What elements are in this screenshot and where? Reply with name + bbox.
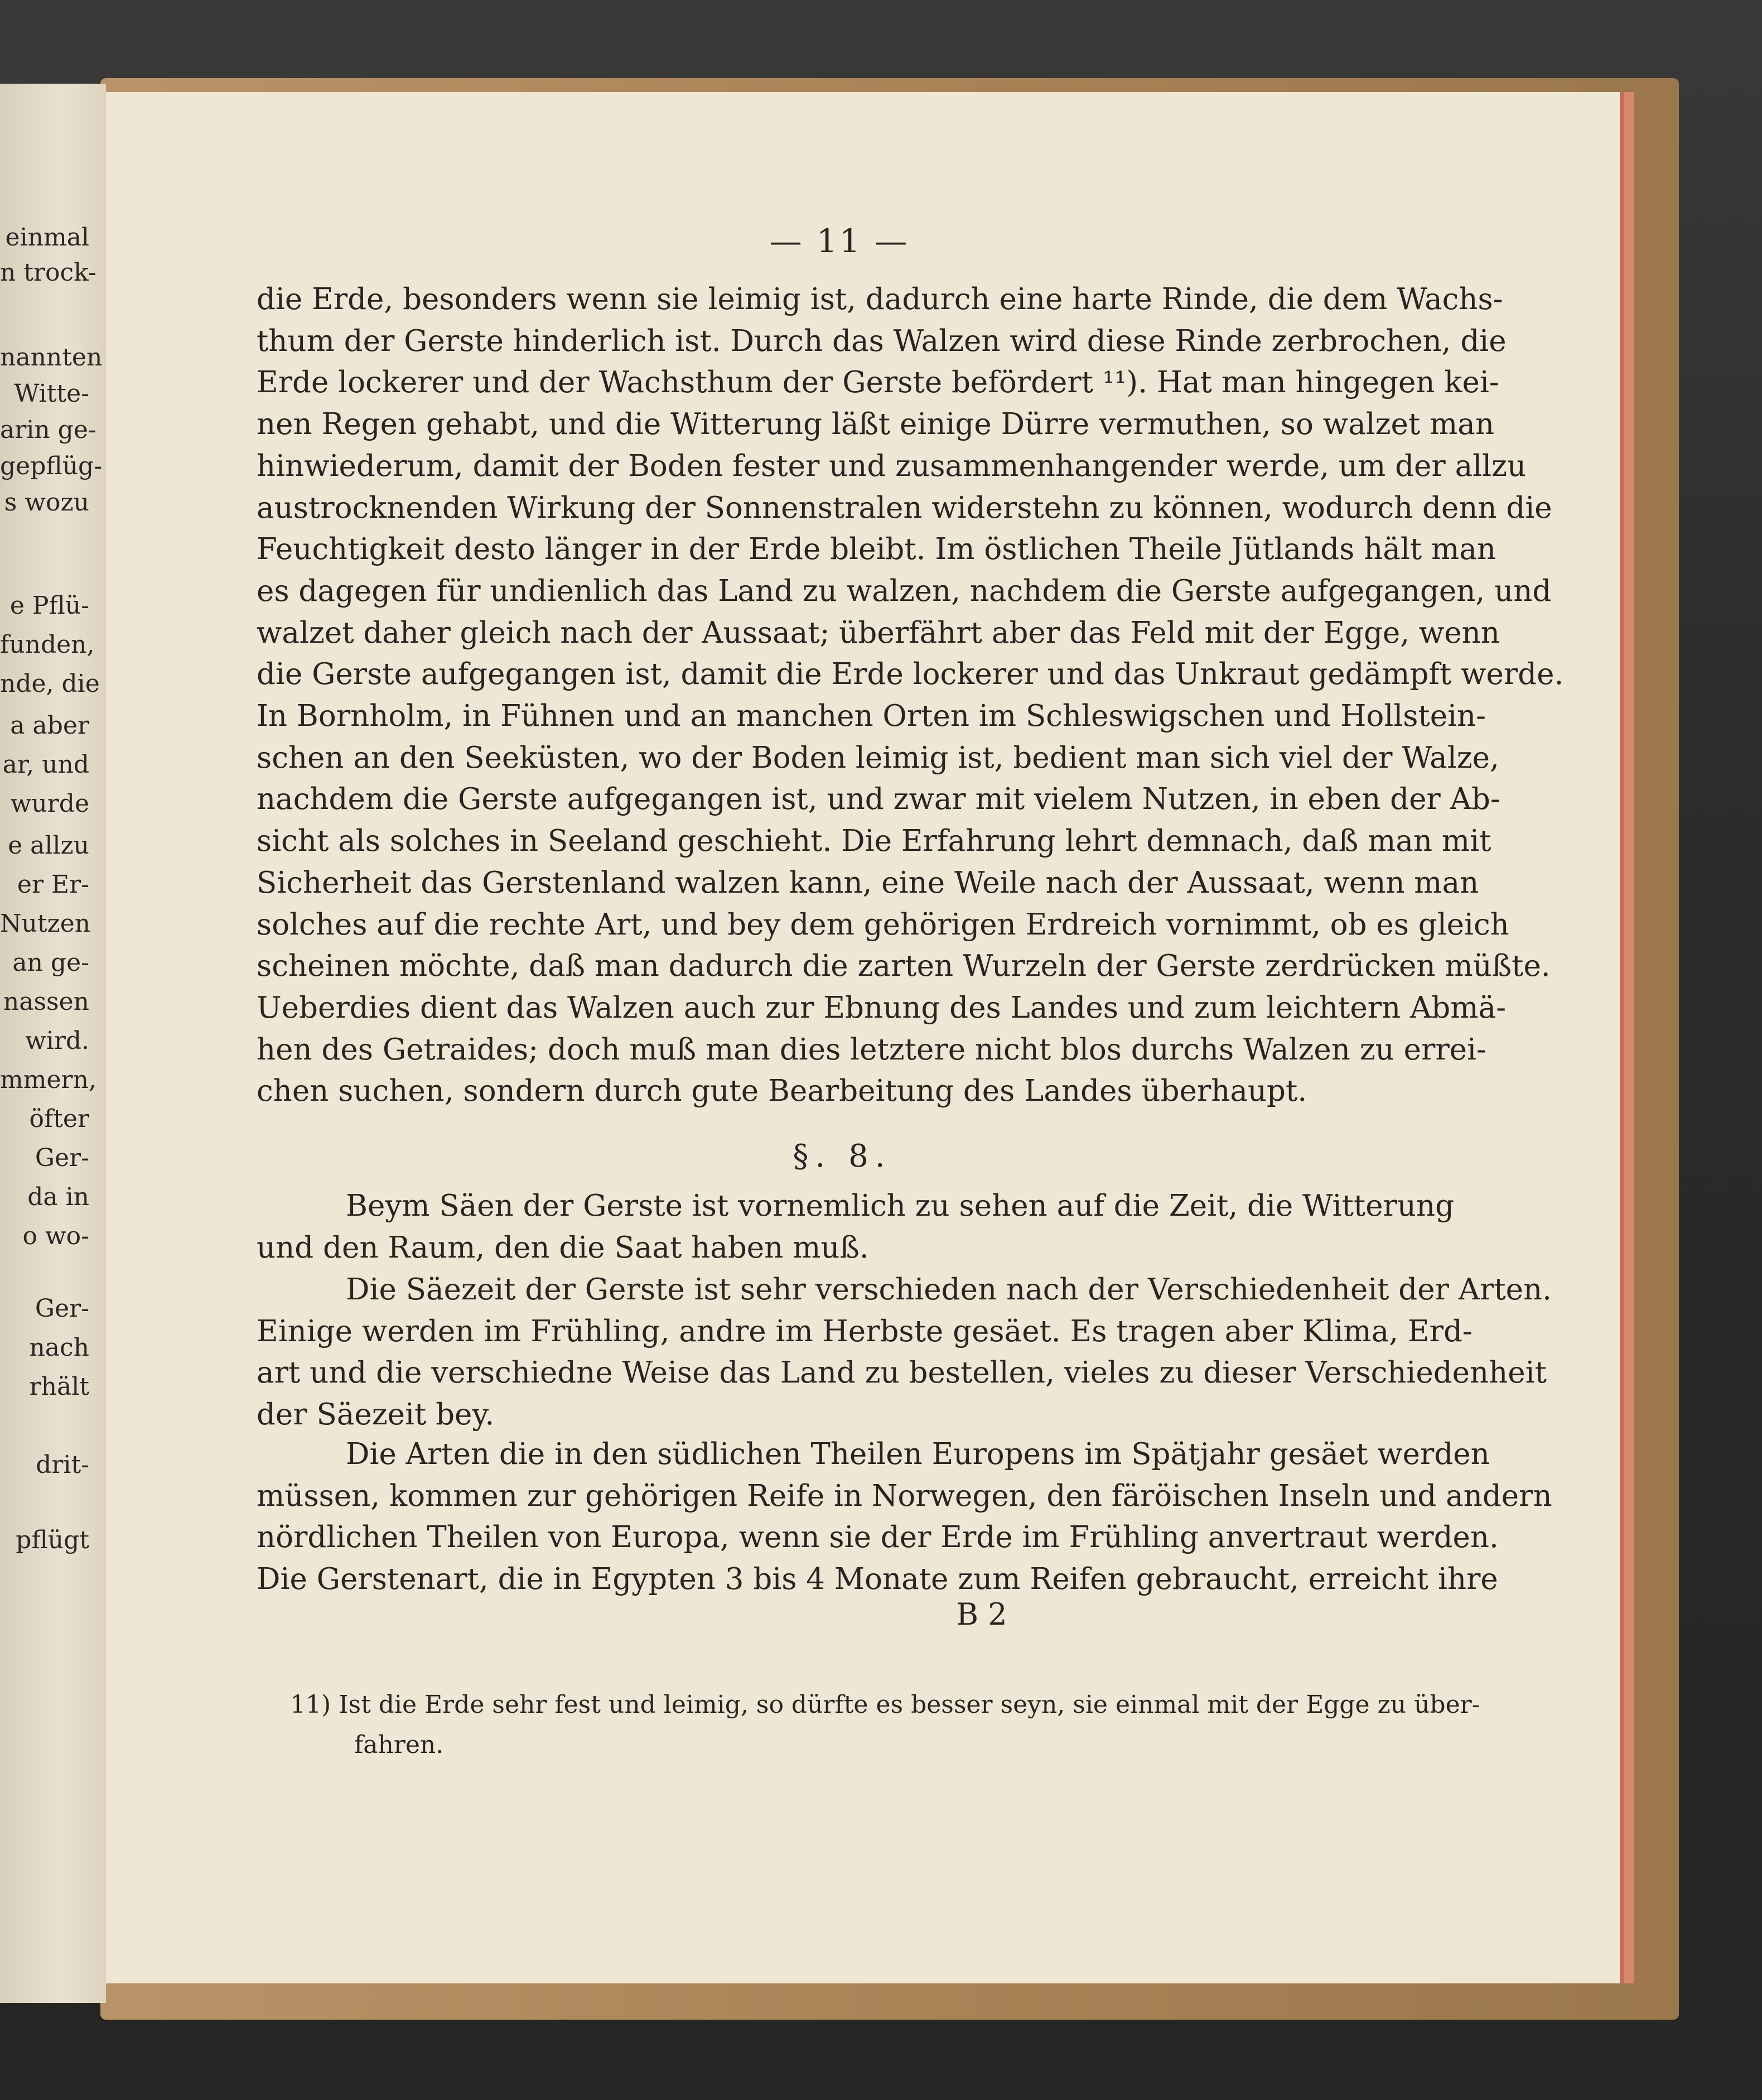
text-line: es dagegen für undienlich das Land zu walzen, nachdem die Gerste aufgegangen, und bbox=[257, 574, 1552, 608]
left-page-text-fragment: drit- bbox=[36, 1451, 89, 1479]
text-line: und den Raum, den die Saat haben muß. bbox=[257, 1230, 869, 1265]
text-line: Feuchtigkeit desto länger in der Erde bleibt. Im östlichen Theile Jütlands hält man bbox=[257, 532, 1496, 567]
left-page-text-fragment: wird. bbox=[25, 1027, 89, 1055]
left-page-text-fragment: o wo- bbox=[22, 1222, 89, 1250]
text-line: Einige werden im Frühling, andre im Herbste gesäet. Es tragen aber Klima, Erd- bbox=[257, 1314, 1473, 1348]
text-line: nördlichen Theilen von Europa, wenn sie der Erde im Frühling anvertraut werden. bbox=[257, 1520, 1499, 1555]
footnote bbox=[290, 1685, 1480, 1765]
paragraph-2 bbox=[257, 1186, 1455, 1269]
left-page-text-fragment: nde, die bbox=[0, 670, 100, 698]
text-line: walzet daher gleich nach der Aussaat; überfährt aber das Feld mit der Egge, wenn bbox=[257, 615, 1500, 650]
left-page-text-fragment: e allzu bbox=[8, 831, 89, 860]
left-page-text-fragment: Ger- bbox=[35, 1144, 89, 1172]
text-line: sicht als solches in Seeland geschieht. Die Erfahrung lehrt demnach, daß man mit bbox=[257, 824, 1491, 859]
text-line: In Bornholm, in Fühnen und an manchen Orten im Schleswigschen und Hollstein- bbox=[257, 699, 1486, 734]
left-page-text-fragment: wurde bbox=[10, 789, 89, 818]
footnote-line: fahren. bbox=[354, 1731, 444, 1759]
left-page-text-fragment: nannten bbox=[0, 343, 103, 372]
text-line: art und die verschiedne Weise das Land zu bestellen, vieles zu dieser Verschiedenheit bbox=[257, 1356, 1547, 1390]
left-page-text-fragment: er Er- bbox=[17, 870, 89, 899]
section-heading: §. 8. bbox=[793, 1138, 892, 1174]
left-page-text-fragment: mmern, bbox=[0, 1066, 96, 1094]
text-line: Erde lockerer und der Wachsthum der Gerste befördert ¹¹). Hat man hingegen kei- bbox=[257, 365, 1499, 400]
left-page-text-fragment: pflügt bbox=[16, 1526, 89, 1554]
text-line: Sicherheit das Gerstenland walzen kann, eine Weile nach der Aussaat, wenn man bbox=[257, 865, 1479, 900]
left-page-text-fragment: einmal bbox=[5, 223, 89, 252]
left-page-text-fragment: öfter bbox=[29, 1105, 89, 1133]
text-line: hen des Getraides; doch muß man dies letztere nicht blos durchs Walzen zu errei- bbox=[257, 1032, 1486, 1067]
left-page-text-fragment: s wozu bbox=[4, 488, 89, 517]
left-page-text-fragment: rhält bbox=[29, 1372, 89, 1401]
text-line: scheinen möchte, daß man dadurch die zarten Wurzeln der Gerste zerdrücken müßte. bbox=[257, 949, 1551, 984]
page-number: — 11 — bbox=[769, 222, 910, 260]
text-line: der Säezeit bey. bbox=[257, 1398, 495, 1432]
text-line: hinwiederum, damit der Boden fester und zusammenhangender werde, um der allzu bbox=[257, 449, 1527, 483]
text-line: müssen, kommen zur gehörigen Reife in Norwegen, den färöischen Inseln und andern bbox=[257, 1478, 1552, 1513]
left-page-text-fragment: n trock- bbox=[0, 258, 96, 287]
left-page-text-fragment: e Pflü- bbox=[9, 591, 89, 620]
left-page-text-fragment: Ger- bbox=[35, 1294, 89, 1323]
text-line: chen suchen, sondern durch gute Bearbeitung des Landes überhaupt. bbox=[257, 1074, 1307, 1109]
paragraph-1 bbox=[257, 279, 1564, 1112]
left-page-text-fragment: an ge- bbox=[12, 948, 89, 977]
left-page-text-fragment: Nutzen bbox=[0, 909, 91, 938]
text-line: schen an den Seeküsten, wo der Boden leimig ist, bedient man sich viel der Walze, bbox=[257, 740, 1499, 775]
paragraph-4 bbox=[257, 1434, 1552, 1601]
text-line: solches auf die rechte Art, und bey dem gehörigen Erdreich vornimmt, ob es gleich bbox=[257, 907, 1509, 942]
left-page-text-fragment: nassen bbox=[3, 988, 89, 1016]
left-page-text-fragment: Witte- bbox=[14, 379, 89, 408]
signature-mark: B 2 bbox=[956, 1597, 1007, 1632]
text-line: Die Gerstenart, die in Egypten 3 bis 4 Monate zum Reifen gebraucht, erreicht ihre bbox=[257, 1562, 1498, 1597]
text-line: thum der Gerste hinderlich ist. Durch das Walzen wird diese Rinde zerbrochen, die bbox=[257, 324, 1507, 358]
left-page-text-fragment: a aber bbox=[10, 711, 89, 740]
left-page-text-fragment: funden, bbox=[0, 630, 95, 659]
text-line: nen Regen gehabt, und die Witterung läßt einige Dürre vermuthen, so walzet man bbox=[257, 407, 1495, 442]
left-page-text-fragment: ar, und bbox=[2, 750, 89, 779]
left-page-text-fragment: da in bbox=[27, 1183, 89, 1211]
text-line: austrocknenden Wirkung der Sonnenstralen widerstehn zu können, wodurch denn die bbox=[257, 490, 1552, 525]
left-page-text-fragment: gepflüg- bbox=[0, 452, 103, 480]
left-page-text-fragment: arin ge- bbox=[0, 416, 96, 444]
left-page-fragment bbox=[0, 84, 106, 2003]
text-line: nachdem die Gerste aufgegangen ist, und zwar mit vielem Nutzen, in eben der Ab- bbox=[257, 782, 1500, 817]
paragraph-3 bbox=[257, 1269, 1552, 1436]
text-line: Die Arten die in den südlichen Theilen Europens im Spätjahr gesäet werden bbox=[346, 1437, 1490, 1471]
text-line: die Erde, besonders wenn sie leimig ist, dadurch eine harte Rinde, die dem Wachs- bbox=[257, 282, 1503, 316]
text-line: Ueberdies dient das Walzen auch zur Ebnung des Landes und zum leichtern Abmä- bbox=[257, 990, 1507, 1025]
left-page-text-fragment: nach bbox=[29, 1333, 89, 1362]
text-line: Beym Säen der Gerste ist vornemlich zu sehen auf die Zeit, die Witterung bbox=[346, 1189, 1455, 1223]
text-line: die Gerste aufgegangen ist, damit die Erde lockerer und das Unkraut gedämpft werde. bbox=[257, 657, 1564, 692]
text-line: Die Säezeit der Gerste ist sehr verschieden nach der Verschiedenheit der Arten. bbox=[346, 1273, 1552, 1307]
footnote-line: 11) Ist die Erde sehr fest und leimig, so dürfte es besser seyn, sie einmal mit der Egge zu über- bbox=[290, 1690, 1480, 1719]
